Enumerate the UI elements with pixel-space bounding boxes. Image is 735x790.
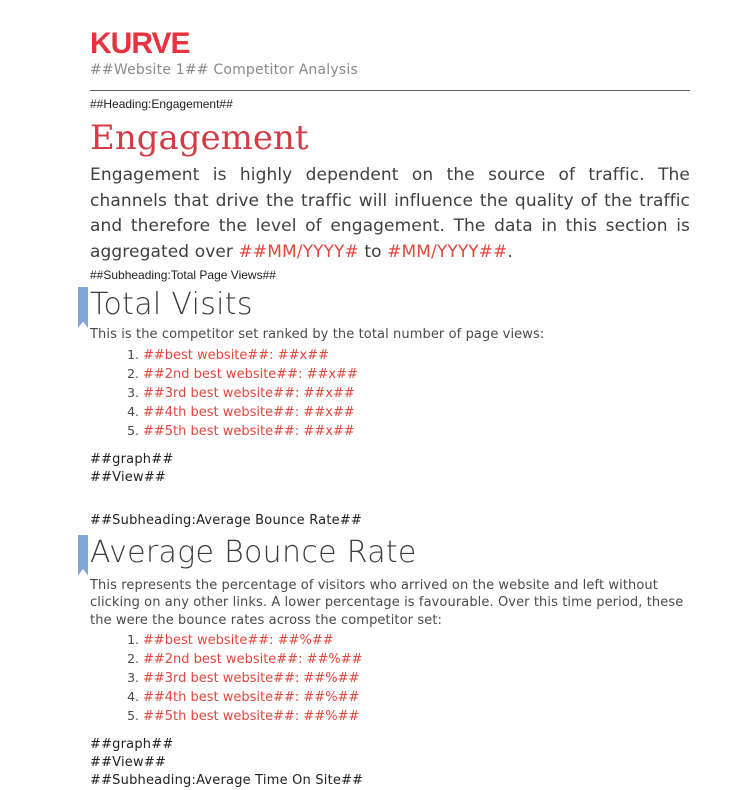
graph-placeholder-tag: ##graph## bbox=[90, 736, 690, 754]
list-item bbox=[143, 707, 690, 726]
list-item bbox=[143, 669, 690, 688]
subheading-placeholder-tag: ##Subheading:Average Time On Site## bbox=[90, 772, 690, 790]
view-placeholder-tag: ##View## bbox=[90, 754, 690, 772]
bounce-rate-title: Average Bounce Rate bbox=[90, 533, 690, 573]
website-placeholder: ##best website##: ##x## bbox=[143, 348, 329, 363]
document-subtitle: ##Website 1## Competitor Analysis bbox=[90, 62, 690, 78]
website-placeholder: ##3rd best website##: ##x## bbox=[143, 386, 355, 401]
website-placeholder: ##2nd best website##: ##x## bbox=[143, 367, 358, 382]
website-placeholder: ##5th best website##: ##%## bbox=[143, 709, 359, 724]
list-item bbox=[143, 688, 690, 707]
website-placeholder: ##4th best website##: ##%## bbox=[143, 690, 359, 705]
document-header bbox=[90, 28, 690, 91]
website-placeholder: ##3rd best website##: ##%## bbox=[143, 671, 359, 686]
paragraph-period: . bbox=[507, 242, 513, 262]
list-item bbox=[143, 631, 690, 650]
website-placeholder: ##2nd best website##: ##%## bbox=[143, 652, 363, 667]
graph-placeholder-tag: ##graph## bbox=[90, 451, 690, 469]
website-placeholder: ##4th best website##: ##x## bbox=[143, 405, 355, 420]
paragraph-connector: to bbox=[359, 242, 387, 262]
engagement-title: Engagement bbox=[90, 117, 690, 159]
list-item bbox=[143, 422, 690, 441]
bounce-rate-intro: This represents the percentage of visitors who arrived on the website and left without clicking on any other links. A lower percentage is favourable. Over this time period, these the were the bounce rates across the competitor set: bbox=[90, 577, 690, 630]
engagement-paragraph bbox=[90, 163, 690, 265]
view-placeholder-tag: ##View## bbox=[90, 469, 690, 487]
header-divider bbox=[90, 90, 690, 91]
list-item bbox=[143, 384, 690, 403]
website-placeholder: ##best website##: ##%## bbox=[143, 633, 334, 648]
total-visits-heading-wrap bbox=[90, 285, 690, 325]
subheading-placeholder-tag: ##Subheading:Average Bounce Rate## bbox=[90, 512, 690, 530]
list-item bbox=[143, 365, 690, 384]
website-placeholder: ##5th best website##: ##x## bbox=[143, 424, 355, 439]
subheading-placeholder-tag: ##Subheading:Total Page Views## bbox=[90, 268, 690, 282]
date-to-placeholder: #MM/YYYY## bbox=[387, 242, 507, 262]
total-visits-intro: This is the competitor set ranked by the total number of page views: bbox=[90, 326, 690, 344]
section-total-visits bbox=[90, 268, 690, 487]
section-bounce-rate bbox=[90, 512, 690, 790]
section-engagement bbox=[90, 97, 690, 265]
list-item bbox=[143, 346, 690, 365]
bookmark-icon bbox=[78, 535, 88, 576]
list-item bbox=[143, 403, 690, 422]
list-item bbox=[143, 650, 690, 669]
total-visits-list bbox=[90, 346, 690, 441]
bounce-rate-list bbox=[90, 631, 690, 726]
heading-placeholder-tag: ##Heading:Engagement## bbox=[90, 97, 690, 111]
bounce-rate-heading-wrap bbox=[90, 533, 690, 573]
kurve-logo: KURVE bbox=[90, 28, 690, 60]
total-visits-title: Total Visits bbox=[90, 285, 690, 325]
bookmark-icon bbox=[78, 287, 88, 328]
date-from-placeholder: ##MM/YYYY# bbox=[239, 242, 359, 262]
paragraph-text: Engagement is highly dependent on the source of traffic. The channels that drive the traffic will influence the quality of the traffic and therefore the level of engagement. The data in this section is aggregated over bbox=[90, 165, 690, 262]
